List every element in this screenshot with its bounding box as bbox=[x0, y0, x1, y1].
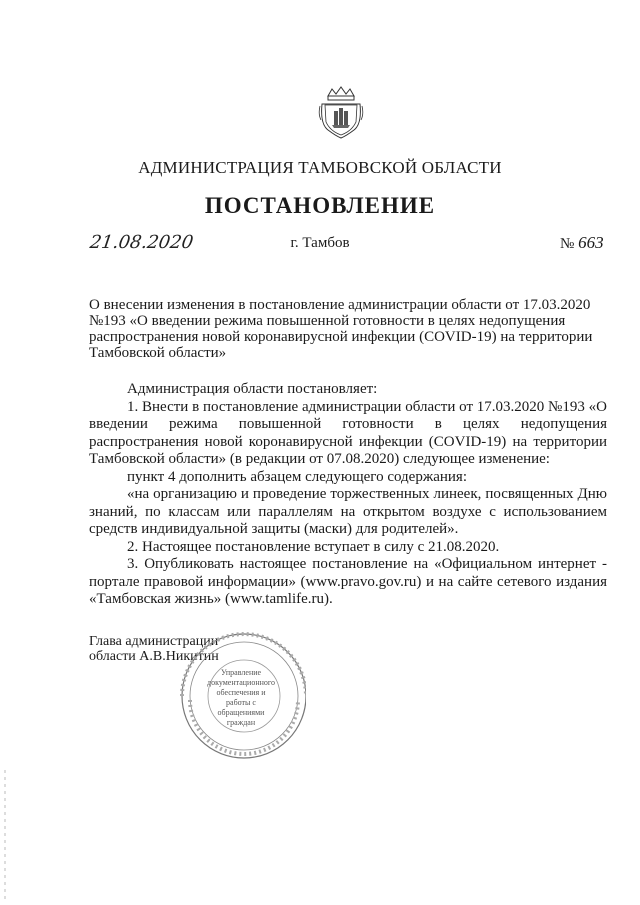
document-body bbox=[89, 381, 607, 609]
coat-of-arms-icon bbox=[318, 84, 364, 140]
body-item-1-quote: «на организацию и проведение торжественных линеек, посвященных Дню знаний, по классам или параллелям на открытом воздухе с использованием средств индивидуальной защиты (маски) для родителей». bbox=[89, 486, 607, 537]
number-value: 663 bbox=[578, 233, 604, 252]
body-intro: Администрация области постановляет: bbox=[127, 381, 378, 397]
body-item-1-sub: пункт 4 дополнить абзацем следующего содержания: bbox=[127, 468, 467, 485]
stamp-text: Управление документационного обеспечения и работы с обращениями граждан bbox=[207, 668, 275, 727]
body-item-3: 3. Опубликовать настоящее постановление на «Официальном интернет - портале правовой информации» (www.pravo.gov.ru) и на сайте сетевого издания «Тамбовская жизнь» (www.tamlife.ru). bbox=[89, 556, 607, 607]
document-subject: О внесении изменения в постановление администрации области от 17.03.2020 №193 «О введении режима повышенной готовности в целях недопущения распространения новой коронавирусной инфекции (COVID-19) на территории Тамбовской области» bbox=[89, 297, 593, 361]
signature-line-1: Глава администрации bbox=[89, 634, 219, 649]
document-number bbox=[560, 233, 604, 253]
body-item-1: 1. Внести в постановление администрации области от 17.03.2020 №193 «О введении режима повышенной готовности в целях недопущения распространения новой коронавирусной инфекции (COVID-19) на территории Тамбовской области» (в редакции от 07.08.2020) следующее изменение: bbox=[89, 398, 607, 467]
number-prefix: № bbox=[560, 236, 575, 252]
document-type-title: ПОСТАНОВЛЕНИЕ bbox=[204, 193, 436, 218]
margin-scan-marks bbox=[2, 770, 8, 900]
document-date: 21.08.2020 bbox=[88, 232, 195, 253]
body-item-2: 2. Настоящее постановление вступает в силу с 21.08.2020. bbox=[127, 538, 500, 555]
authority-name: АДМИНИСТРАЦИЯ ТАМБОВСКОЙ ОБЛАСТИ bbox=[138, 158, 502, 177]
document-city: г. Тамбов bbox=[290, 235, 350, 251]
signature-line-2: области А.В.Никитин bbox=[89, 649, 219, 664]
